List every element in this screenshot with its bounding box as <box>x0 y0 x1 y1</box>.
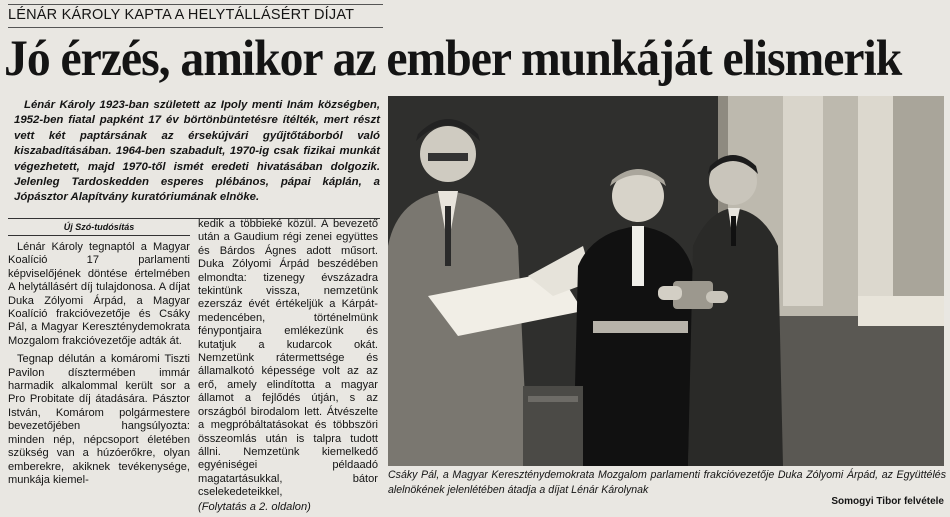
body-column-2 <box>198 218 378 514</box>
body-paragraph: kedik a többieké közül. A bevezető után a Gaudium régi zenei együttes és Bárdos Ágnes adott műsort. Duka Zólyomi Árpád beszédében elmondta: tizenegy évszázadra tekintünk vissza, nemzetünk ezerszáz évét értékeljük a Kárpát-medencében, történelmünk fénypontjaira emlékezünk és kutatjuk a kudarcok okát. Nemzetünk rátermettsége és államalkotó képessége volt az az erő, amely elindította a magyar államot a fejlődés útján, s az országból birodalom lett. Átvészelte a megpróbáltatásokat és többszöri összeomlás után is talpra tudott állni. Nemzetünk kiemelkedő egyéniségei példaadó magatartásukkal, bátor cselekedeteikkel, <box>198 218 378 499</box>
article-kicker: LÉNÁR KÁROLY KAPTA A HELYTÁLLÁSÉRT DÍJAT <box>8 4 383 28</box>
photo-illustration <box>388 96 944 466</box>
byline: Új Szó-tudósítás <box>8 221 190 236</box>
photo-caption: Csáky Pál, a Magyar Kereszténydemokrata Mozgalom parlamenti frakcióvezetője Duka Zólyomi Árpád, az Együttélés alelnökének jelenlétében átadja a díjat Lénár Károlynak <box>388 469 946 496</box>
body-paragraph: Lénár Károly tegnaptól a Magyar Koalíció 17 parlamenti képviselőjének döntése értelmében A helytállásért díj tulajdonosa. A díjat Duka Zólyomi Árpád, a Magyar Koalíció frakcióvezetője és Csáky Pál, a Magyar Kereszténydemokrata Mozgalom frakcióvezetője adták át. <box>8 241 190 347</box>
body-paragraph: Tegnap délután a komáromi Tiszti Pavilon dísztermében immár harmadik alkalommal került sor a Pro Probitate díj átadására. Pásztor István, Komárom polgármestere bevezetőjében hangsúlyozta: minden nép, népcsoport életében szükség van a húzóerőkre, olyan emberekre, akiknek tevékenysége, munkája kiemel- <box>8 353 190 486</box>
body-column-1 <box>8 241 190 487</box>
photo-credit: Somogyi Tibor felvétele <box>831 496 944 507</box>
continuation-note: (Folytatás a 2. oldalon) <box>198 500 311 513</box>
article-lead <box>14 98 380 206</box>
article-headline: Jó érzés, amikor az ember munkáját elismerik <box>4 31 902 87</box>
news-photo <box>388 96 944 466</box>
lead-text: Lénár Károly 1923-ban született az Ipoly menti Inám községben, 1952-ben fiatal papként 17 év börtönbüntetésre ítélték, mert részt vett két paptársának az érsekújvári gyűjtőtáborból való kiszabadításában. 1964-ben szabadult, 1970-ig csak fizikai munkát végezhetett, majd 1970-től ismét eredeti hivatásában dolgozik. Jelenleg Tardoskedden esperes plébános, pápai káplán, a Jópásztor Alapítvány kuratóriumának elnöke. <box>14 99 380 204</box>
